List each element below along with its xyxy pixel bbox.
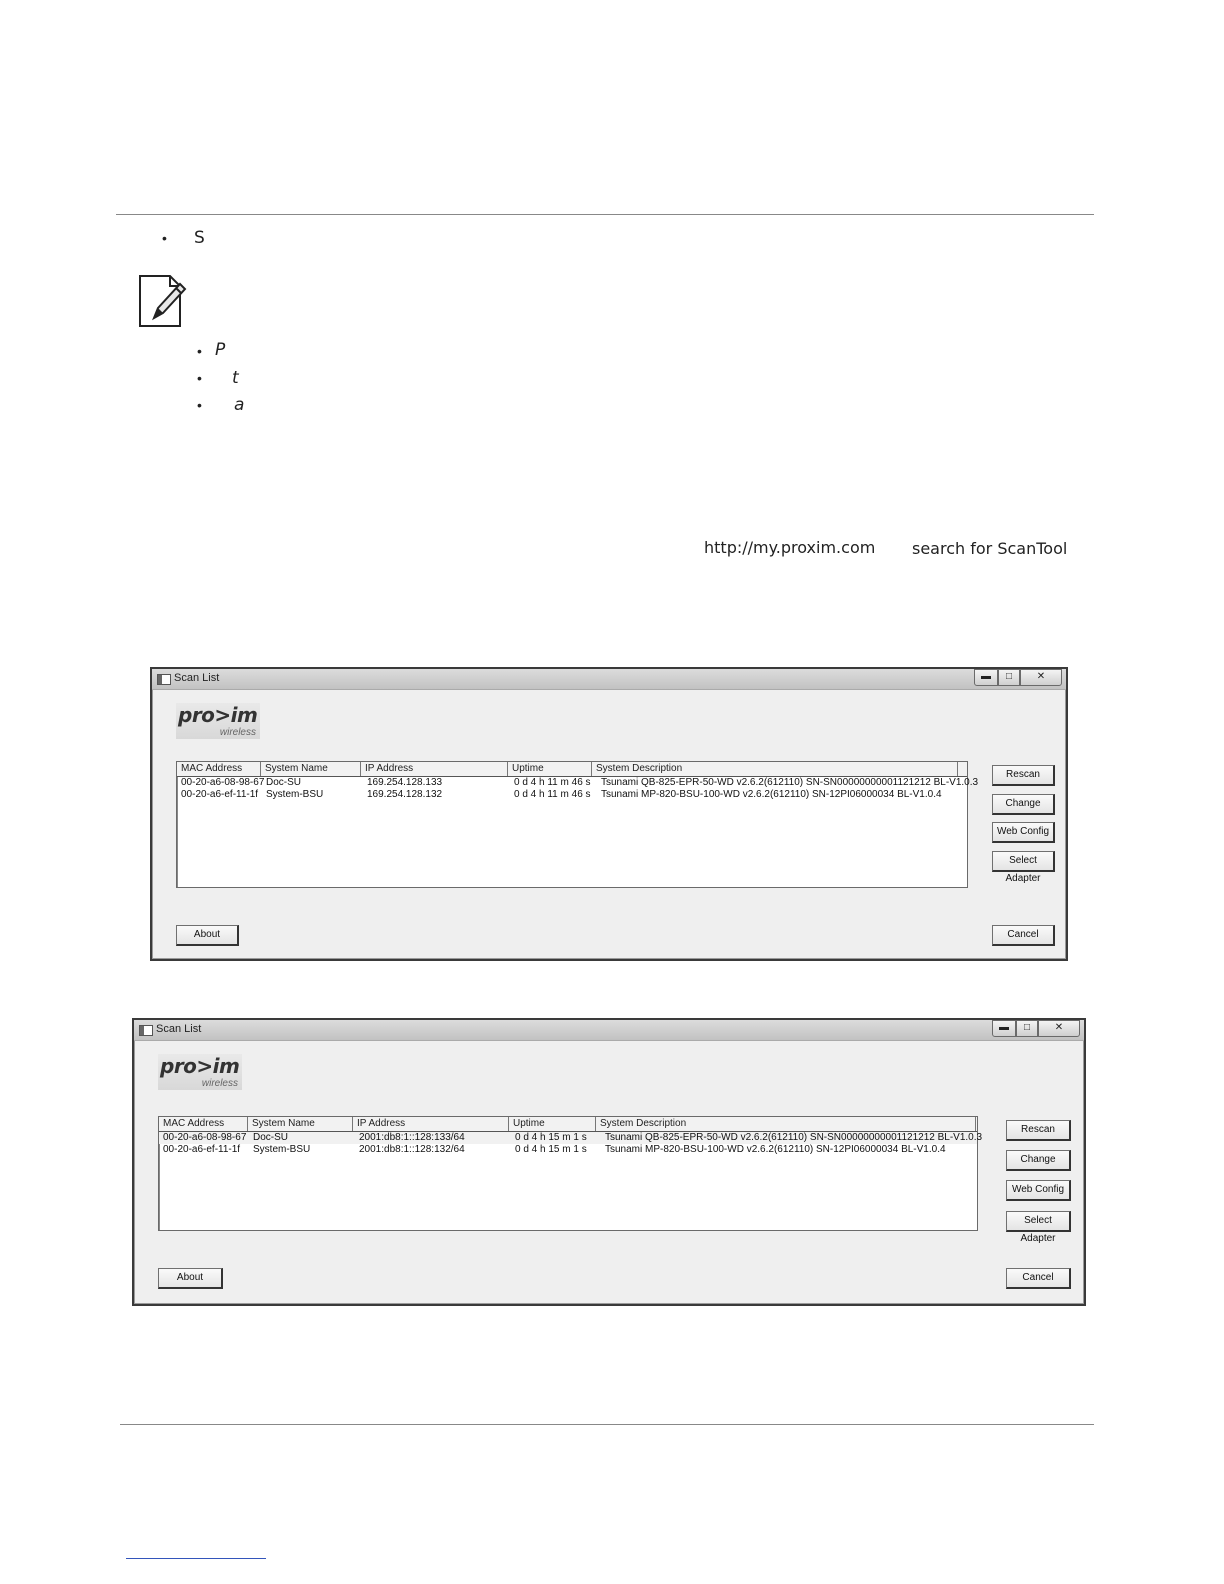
title-bar[interactable] <box>152 669 1066 690</box>
window-title: Scan List <box>156 1023 202 1035</box>
cancel-button[interactable]: Cancel <box>1006 1268 1071 1289</box>
cell-description: Tsunami QB-825-EPR-50-WD v2.6.2(612110) SN-SN00000000001121212 BL-V1.0.3 <box>605 1132 983 1143</box>
cell-uptime: 0 d 4 h 11 m 46 s <box>514 777 591 788</box>
maximize-icon[interactable]: □ <box>998 669 1020 686</box>
minimize-icon[interactable]: ▬ <box>992 1020 1016 1037</box>
cell-description: Tsunami MP-820-BSU-100-WD v2.6.2(612110) SN-12PI06000034 BL-V1.0.4 <box>601 789 942 800</box>
logo-tagline: wireless <box>201 1078 238 1089</box>
column-header-mac[interactable]: MAC Address <box>159 1117 248 1131</box>
cell-system-name: System-BSU <box>253 1144 311 1155</box>
cancel-button[interactable]: Cancel <box>992 925 1055 946</box>
rescan-button[interactable]: Rescan <box>992 765 1055 786</box>
column-header-uptime[interactable]: Uptime <box>509 1117 596 1131</box>
cell-description: Tsunami MP-820-BSU-100-WD v2.6.2(612110) SN-12PI06000034 BL-V1.0.4 <box>605 1144 946 1155</box>
cell-mac: 00-20-a6-ef-11-1f <box>181 789 259 800</box>
close-icon[interactable]: ✕ <box>1038 1020 1080 1037</box>
list-header <box>177 761 967 777</box>
column-header-ip[interactable]: IP Address <box>361 762 508 776</box>
close-icon[interactable]: ✕ <box>1020 669 1062 686</box>
cell-system-name: Doc-SU <box>253 1132 289 1143</box>
note-bullet-text: a <box>234 395 245 415</box>
change-button[interactable]: Change <box>992 794 1055 815</box>
bullet-marker: • <box>197 343 202 359</box>
bullet-text: S <box>194 228 205 248</box>
title-bar[interactable] <box>134 1020 1084 1041</box>
column-header-description[interactable]: System Description <box>596 1117 976 1131</box>
footer-link-underline <box>126 1558 266 1559</box>
cell-mac: 00-20-a6-08-98-67 <box>181 777 265 788</box>
column-header-system-name[interactable]: System Name <box>261 762 361 776</box>
select-adapter-button[interactable]: Select Adapter <box>992 851 1055 872</box>
scan-results-list[interactable] <box>176 761 979 888</box>
logo-brand: pro>im <box>160 1054 240 1078</box>
column-header-system-name[interactable]: System Name <box>248 1117 353 1131</box>
footer-rule <box>120 1424 1094 1425</box>
scan-list-window <box>150 667 1068 961</box>
cell-system-name: System-BSU <box>266 789 324 800</box>
app-icon <box>139 1025 153 1036</box>
column-header-ip[interactable]: IP Address <box>353 1117 509 1131</box>
scan-results-list[interactable] <box>158 1116 983 1231</box>
app-icon <box>157 674 171 685</box>
column-header-mac[interactable]: MAC Address <box>177 762 261 776</box>
cell-uptime: 0 d 4 h 11 m 46 s <box>514 789 591 800</box>
cell-mac: 00-20-a6-ef-11-1f <box>163 1144 241 1155</box>
table-row[interactable] <box>159 1132 983 1144</box>
web-config-button[interactable]: Web Config <box>992 822 1055 843</box>
note-bullet-text: t <box>232 368 239 388</box>
header-rule <box>116 214 1094 215</box>
proxim-logo <box>158 1054 242 1090</box>
table-row[interactable] <box>159 1144 977 1156</box>
proxim-url-link[interactable]: http://my.proxim.com <box>704 538 876 557</box>
note-pencil-icon <box>136 274 188 330</box>
cell-system-name: Doc-SU <box>266 777 302 788</box>
cell-mac: 00-20-a6-08-98-67 <box>163 1132 247 1143</box>
window-title: Scan List <box>174 672 220 684</box>
cell-ip: 169.254.128.132 <box>367 789 443 800</box>
column-header-uptime[interactable]: Uptime <box>508 762 592 776</box>
cell-ip: 2001:db8:1::128:133/64 <box>359 1132 465 1143</box>
minimize-icon[interactable]: ▬ <box>974 669 998 686</box>
bullet-marker: • <box>197 370 202 386</box>
web-config-button[interactable]: Web Config <box>1006 1180 1071 1201</box>
table-row[interactable] <box>177 789 967 801</box>
rescan-button[interactable]: Rescan <box>1006 1120 1071 1141</box>
about-button[interactable]: About <box>176 925 239 946</box>
cell-ip: 2001:db8:1::128:132/64 <box>359 1144 465 1155</box>
bullet-marker: • <box>197 397 202 413</box>
cell-uptime: 0 d 4 h 15 m 1 s <box>515 1144 587 1155</box>
proxim-logo <box>176 703 260 739</box>
list-header <box>159 1116 977 1132</box>
table-row[interactable] <box>177 777 979 789</box>
note-bullet-text: P <box>215 340 226 360</box>
maximize-icon[interactable]: □ <box>1016 1020 1038 1037</box>
change-button[interactable]: Change <box>1006 1150 1071 1171</box>
scan-list-window <box>132 1018 1086 1306</box>
cell-ip: 169.254.128.133 <box>367 777 443 788</box>
logo-brand: pro>im <box>178 703 258 727</box>
bullet-marker: • <box>162 230 167 246</box>
select-adapter-button[interactable]: Select Adapter <box>1006 1211 1071 1232</box>
column-header-description[interactable]: System Description <box>592 762 958 776</box>
cell-description: Tsunami QB-825-EPR-50-WD v2.6.2(612110) SN-SN00000000001121212 BL-V1.0.3 <box>601 777 979 788</box>
about-button[interactable]: About <box>158 1268 223 1289</box>
cell-uptime: 0 d 4 h 15 m 1 s <box>515 1132 587 1143</box>
logo-tagline: wireless <box>219 727 256 738</box>
search-instruction: search for ScanTool <box>912 539 1068 558</box>
